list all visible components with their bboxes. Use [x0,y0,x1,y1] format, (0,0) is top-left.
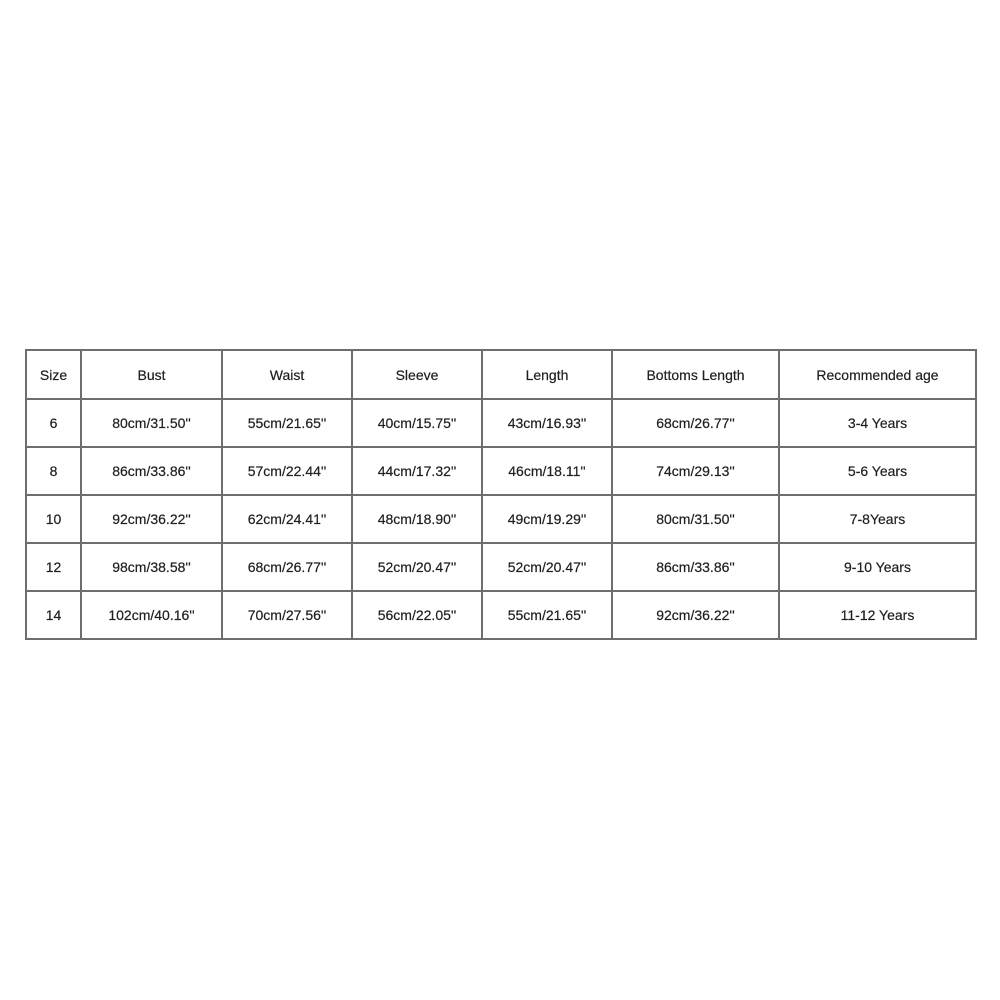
cell-length: 52cm/20.47'' [482,543,612,591]
cell-length: 46cm/18.11'' [482,447,612,495]
cell-waist: 57cm/22.44'' [222,447,352,495]
cell-bottoms-length: 92cm/36.22'' [612,591,779,639]
cell-recommended-age: 11-12 Years [779,591,976,639]
header-size: Size [26,350,81,399]
cell-bottoms-length: 74cm/29.13'' [612,447,779,495]
cell-bust: 80cm/31.50'' [81,399,222,447]
table-row [26,591,976,639]
table-row [26,495,976,543]
cell-bust: 102cm/40.16'' [81,591,222,639]
size-chart-table [25,349,977,640]
cell-recommended-age: 9-10 Years [779,543,976,591]
cell-sleeve: 52cm/20.47'' [352,543,482,591]
header-sleeve: Sleeve [352,350,482,399]
cell-recommended-age: 5-6 Years [779,447,976,495]
cell-bottoms-length: 80cm/31.50'' [612,495,779,543]
header-bottoms-length: Bottoms Length [612,350,779,399]
cell-sleeve: 44cm/17.32'' [352,447,482,495]
cell-waist: 68cm/26.77'' [222,543,352,591]
table-row [26,447,976,495]
cell-waist: 55cm/21.65'' [222,399,352,447]
cell-size: 14 [26,591,81,639]
cell-length: 55cm/21.65'' [482,591,612,639]
cell-sleeve: 56cm/22.05'' [352,591,482,639]
header-bust: Bust [81,350,222,399]
cell-length: 43cm/16.93'' [482,399,612,447]
cell-size: 6 [26,399,81,447]
cell-bottoms-length: 86cm/33.86'' [612,543,779,591]
table-row [26,399,976,447]
cell-bust: 86cm/33.86'' [81,447,222,495]
cell-bottoms-length: 68cm/26.77'' [612,399,779,447]
cell-sleeve: 40cm/15.75'' [352,399,482,447]
header-row [26,350,976,399]
cell-length: 49cm/19.29'' [482,495,612,543]
table-row [26,543,976,591]
header-waist: Waist [222,350,352,399]
cell-recommended-age: 7-8Years [779,495,976,543]
cell-waist: 70cm/27.56'' [222,591,352,639]
header-recommended-age: Recommended age [779,350,976,399]
cell-size: 10 [26,495,81,543]
cell-size: 12 [26,543,81,591]
header-length: Length [482,350,612,399]
cell-bust: 98cm/38.58'' [81,543,222,591]
cell-waist: 62cm/24.41'' [222,495,352,543]
cell-size: 8 [26,447,81,495]
cell-bust: 92cm/36.22'' [81,495,222,543]
cell-recommended-age: 3-4 Years [779,399,976,447]
cell-sleeve: 48cm/18.90'' [352,495,482,543]
